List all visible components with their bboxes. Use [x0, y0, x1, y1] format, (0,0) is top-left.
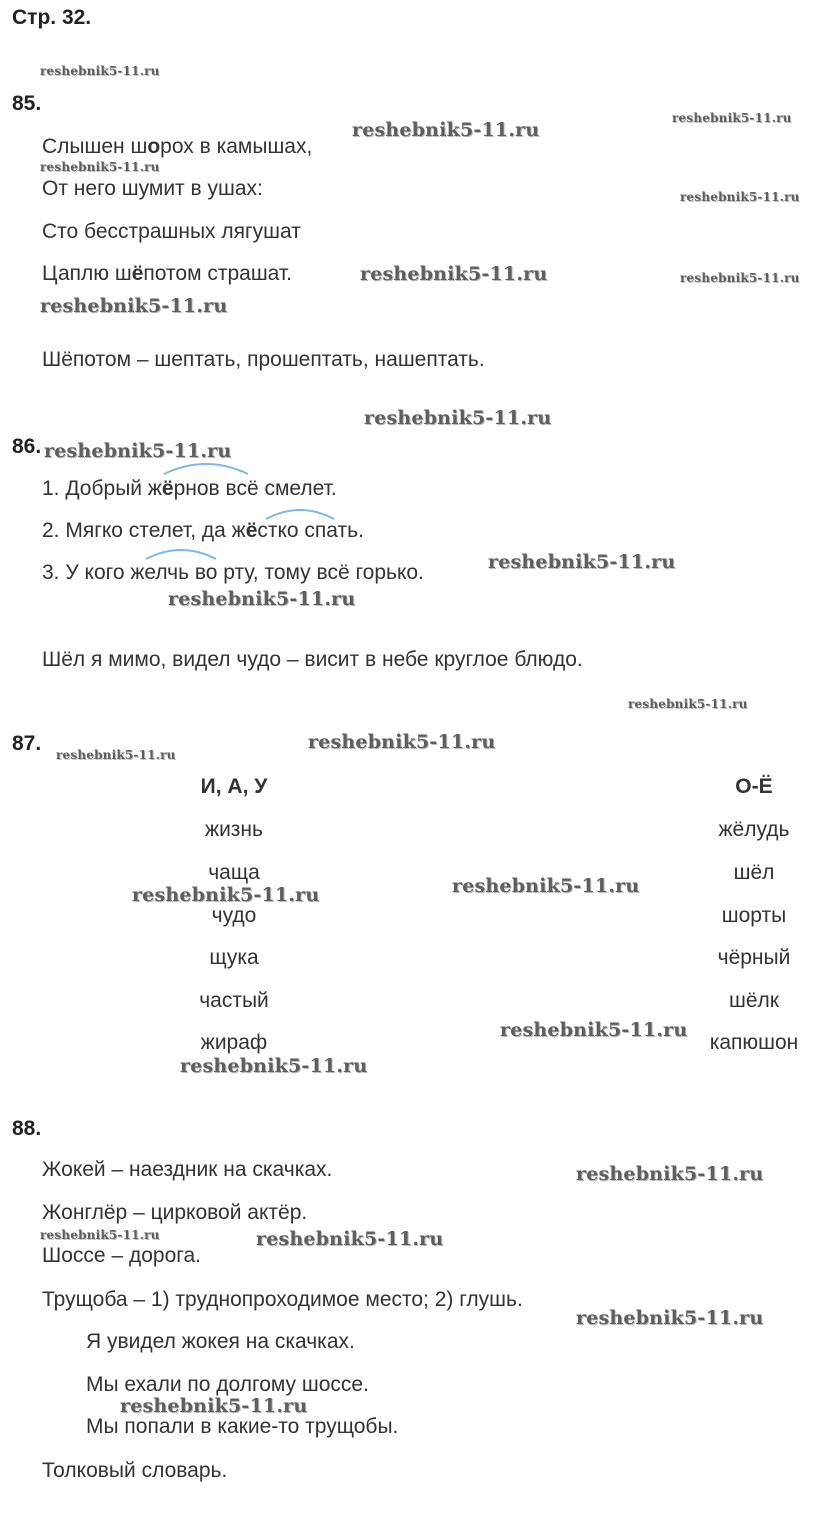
root-arc-3: [142, 543, 220, 563]
watermark: reshebnik5-11.ru: [44, 440, 232, 462]
col1-word: частый: [199, 989, 269, 1012]
ex86-proverb-1-end: рнов всё смелет.: [173, 477, 337, 500]
watermark: reshebnik5-11.ru: [132, 884, 320, 906]
ex86-proverb-3: 3. У кого желчь во рту, тому всё горько.: [42, 561, 424, 584]
ex86-proverb-2-highlight: ё: [245, 519, 258, 542]
ex85-cognates: Шёпотом – шептать, прошептать, нашептать.: [42, 348, 485, 371]
watermark: reshebnik5-11.ru: [628, 697, 748, 711]
ex86-proverb-1-start: 1. Добрый ж: [42, 477, 162, 500]
ex85-line-4-start: Цаплю ш: [42, 262, 132, 285]
ex88-definition: Жокей – наездник на скачках.: [42, 1158, 333, 1181]
watermark: reshebnik5-11.ru: [680, 271, 800, 285]
ex88-sentence: Я увидел жокея на скачках.: [86, 1330, 355, 1353]
col2-word: капюшон: [709, 1031, 799, 1054]
col1-word: чудо: [211, 904, 257, 927]
ex88-sentence: Мы ехали по долгому шоссе.: [86, 1373, 369, 1396]
col2-word: шорты: [721, 904, 787, 927]
watermark: reshebnik5-11.ru: [256, 1228, 444, 1250]
ex88-definition: Шоссе – дорога.: [42, 1244, 201, 1267]
watermark: reshebnik5-11.ru: [672, 111, 792, 125]
watermark: reshebnik5-11.ru: [488, 551, 676, 573]
exercise-88-number: 88.: [12, 1117, 42, 1140]
col1-word: щука: [209, 946, 259, 969]
ex86-proverb-1: [42, 477, 337, 501]
col1-header: И, А, У: [200, 775, 268, 798]
ex85-line-4: [42, 262, 292, 286]
watermark: reshebnik5-11.ru: [308, 731, 496, 753]
page-header: Стр. 32.: [12, 6, 92, 29]
watermark: reshebnik5-11.ru: [168, 588, 356, 610]
watermark: reshebnik5-11.ru: [680, 190, 800, 204]
ex86-proverb-2-start: 2. Мягко стелет, да ж: [42, 519, 246, 542]
ex85-line-1-start: Слышен ш: [42, 135, 148, 158]
watermark: reshebnik5-11.ru: [576, 1307, 764, 1329]
col2-header: О-Ё: [735, 775, 773, 798]
exercise-86-number: 86.: [12, 435, 42, 458]
watermark: reshebnik5-11.ru: [364, 407, 552, 429]
watermark: reshebnik5-11.ru: [352, 119, 540, 141]
watermark: reshebnik5-11.ru: [360, 263, 548, 285]
watermark: reshebnik5-11.ru: [40, 64, 160, 78]
watermark: reshebnik5-11.ru: [56, 748, 176, 762]
col1-word: жизнь: [205, 818, 263, 841]
col2-word: жёлудь: [718, 818, 790, 841]
watermark: reshebnik5-11.ru: [40, 295, 228, 317]
ex85-line-1: [42, 135, 312, 159]
watermark: reshebnik5-11.ru: [576, 1163, 764, 1185]
ex88-sentence: Мы попали в какие-то трущобы.: [86, 1415, 399, 1438]
exercise-87-number: 87.: [12, 732, 42, 755]
watermark: reshebnik5-11.ru: [180, 1055, 368, 1077]
watermark: reshebnik5-11.ru: [500, 1019, 688, 1041]
ex86-proverb-2-end: стко спать.: [257, 519, 364, 542]
ex88-definition: Жонглёр – цирковой актёр.: [42, 1201, 308, 1224]
ex88-definition: Трущоба – 1) труднопроходимое место; 2) глушь.: [42, 1288, 523, 1311]
watermark: reshebnik5-11.ru: [40, 1228, 160, 1242]
col1-word: жираф: [200, 1031, 268, 1054]
col2-word: шёл: [733, 861, 775, 884]
watermark: reshebnik5-11.ru: [40, 160, 160, 174]
ex85-line-1-end: рох в камышах,: [160, 135, 313, 158]
ex85-line-3: Сто бесстрашных лягушат: [42, 220, 301, 243]
watermark: reshebnik5-11.ru: [452, 875, 640, 897]
ex86-proverb-1-highlight: ё: [161, 477, 174, 500]
ex85-line-2: От него шумит в ушах:: [42, 177, 263, 200]
ex85-line-4-end: потом страшат.: [143, 262, 293, 285]
col1-word: чаща: [208, 861, 260, 884]
col2-word: чёрный: [717, 946, 791, 969]
root-arc-2: [262, 503, 338, 523]
ex86-riddle: Шёл я мимо, видел чудо – висит в небе круглое блюдо.: [42, 648, 583, 671]
col2-word: шёлк: [729, 989, 779, 1012]
exercise-85-number: 85.: [12, 92, 42, 115]
ex85-line-4-highlight: ё: [131, 262, 144, 285]
ex88-footer: Толковый словарь.: [42, 1459, 228, 1482]
watermark: reshebnik5-11.ru: [120, 1395, 308, 1417]
ex85-line-1-highlight: о: [147, 135, 161, 158]
